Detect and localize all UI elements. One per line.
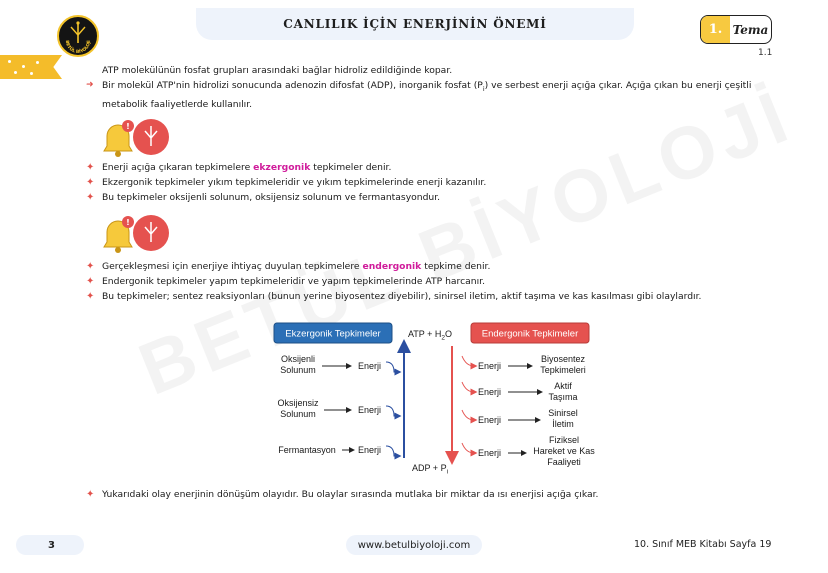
section-conclusion xyxy=(84,487,598,502)
svg-text:Faaliyeti: Faaliyeti xyxy=(547,457,581,467)
svg-text:Fermantasyon: Fermantasyon xyxy=(278,445,336,455)
svg-text:Endergonik Tepkimeler: Endergonik Tepkimeler xyxy=(481,328,579,340)
source-reference: 10. Sınıf MEB Kitabı Sayfa 19 xyxy=(634,539,772,550)
star-bullet-icon: ✦ xyxy=(86,192,95,203)
svg-text:Enerji: Enerji xyxy=(358,361,382,371)
svg-text:Enerji: Enerji xyxy=(478,387,502,397)
star-bullet-icon: ✦ xyxy=(86,162,95,173)
svg-text:Enerji: Enerji xyxy=(358,445,382,455)
svg-text:İletim: İletim xyxy=(552,419,574,429)
svg-text:Sinirsel: Sinirsel xyxy=(548,408,578,418)
svg-text:Ekzergonik Tepkimeler: Ekzergonik Tepkimeler xyxy=(285,328,381,340)
star-bullet-icon: ✦ xyxy=(86,177,95,188)
svg-text:Solunum: Solunum xyxy=(280,409,316,419)
star-bullet-icon: ✦ xyxy=(86,276,95,287)
exergonic-item-fermentation xyxy=(278,445,398,456)
svg-text:Aktif: Aktif xyxy=(554,381,572,391)
svg-text:Enerji: Enerji xyxy=(478,415,502,425)
star-bullet-icon: ✦ xyxy=(86,489,95,500)
keyword-endergonic: endergonik xyxy=(362,261,422,272)
keyword-exergonic: ekzergonik xyxy=(253,162,311,173)
list-item: ✦ Bu tepkimeler oksijenli solunum, oksijensiz solunum ve fermantasyondur. xyxy=(86,192,441,203)
svg-text:Tepkimeleri: Tepkimeleri xyxy=(540,365,586,375)
endergonic-title-box xyxy=(471,323,589,343)
exergonic-title-box xyxy=(274,323,392,343)
endergonic-item-nerve-conduction xyxy=(462,408,578,429)
svg-text:Fiziksel: Fiziksel xyxy=(548,435,580,445)
paragraph-line: ATP molekülünün fosfat grupları arasındaki bağlar hidroliz edildiğinde kopar. xyxy=(102,65,453,76)
svg-text:Taşıma: Taşıma xyxy=(548,392,578,402)
list-item: ✦ Ekzergonik tepkimeler yıkım tepkimeleridir ve yıkım tepkimelerinde enerji kazanılır. xyxy=(86,177,487,188)
paragraph-line: ➜ Bir molekül ATP'nin hidrolizi sonucunda adenozin difosfat (ADP), inorganik fosfat $(P_i)$ ve serbest enerji açığa çıkar. Açığa çıkan bu enerji çeşitli metabolik faaliyetlerde kullanılır. xyxy=(86,80,752,110)
endergonic-item-biosynthesis xyxy=(462,354,586,375)
arrow-bullet-icon: ➜ xyxy=(86,80,94,90)
svg-text:!: ! xyxy=(126,122,130,131)
svg-text:Biyosentez: Biyosentez xyxy=(540,354,586,364)
website-link[interactable]: www.betulbiyoloji.com xyxy=(346,535,482,555)
atp-label: ATP + $H_2O$ xyxy=(407,329,453,342)
endergonic-item-muscle-activity xyxy=(462,435,595,467)
svg-text:Enerji: Enerji xyxy=(478,361,502,371)
svg-text:Solunum: Solunum xyxy=(280,365,316,375)
tema-number: 1. xyxy=(701,16,730,43)
list-item: ✦ Endergonik tepkimeler yapım tepkimeleridir ve yapım tepkimelerinde ATP harcanır. xyxy=(86,276,486,287)
list-item: ✦ Gerçekleşmesi için enerjiye ihtiyaç duyulan tepkimelere endergonik tepkime denir. xyxy=(86,261,491,272)
tema-label: Tema xyxy=(732,22,769,37)
svg-text:Oksijensiz: Oksijensiz xyxy=(277,398,319,408)
adp-label: ADP + $P_i$ xyxy=(411,463,449,476)
tema-subsection: 1.1 xyxy=(758,48,773,58)
svg-text:Hareket ve Kas: Hareket ve Kas xyxy=(533,446,595,456)
exergonic-item-oxygenic xyxy=(280,354,398,375)
page-number: 3 xyxy=(16,535,84,555)
star-bullet-icon: ✦ xyxy=(86,261,95,272)
page-title: CANLILIK İÇİN ENERJİNİN ÖNEMİ xyxy=(283,17,547,31)
list-item: ✦ Yukarıdaki olay enerjinin dönüşüm olayıdır. Bu olaylar sırasında mutlaka bir miktar da ısı enerjisi açığa çıkar. xyxy=(86,489,599,500)
svg-text:Enerji: Enerji xyxy=(478,448,502,458)
logo-text: BETÜL BİYOLOJİ xyxy=(63,40,93,55)
endergonic-item-active-transport xyxy=(462,381,578,402)
svg-text:Enerji: Enerji xyxy=(358,405,382,415)
svg-text:Oksijenli: Oksijenli xyxy=(280,354,316,364)
star-bullet-icon: ✦ xyxy=(86,291,95,302)
list-item: ✦ Enerji açığa çıkaran tepkimelere ekzergonik tepkimeler denir. xyxy=(86,162,392,173)
list-item: ✦ Bu tepkimeler; sentez reaksiyonları (bunun yerine biyosentez diyebilir), sinirsel iletim, aktif taşıma ve kas kasılması gibi olaylardır. xyxy=(86,291,702,302)
svg-text:!: ! xyxy=(126,218,130,227)
exergonic-item-anaerobic xyxy=(277,398,398,419)
